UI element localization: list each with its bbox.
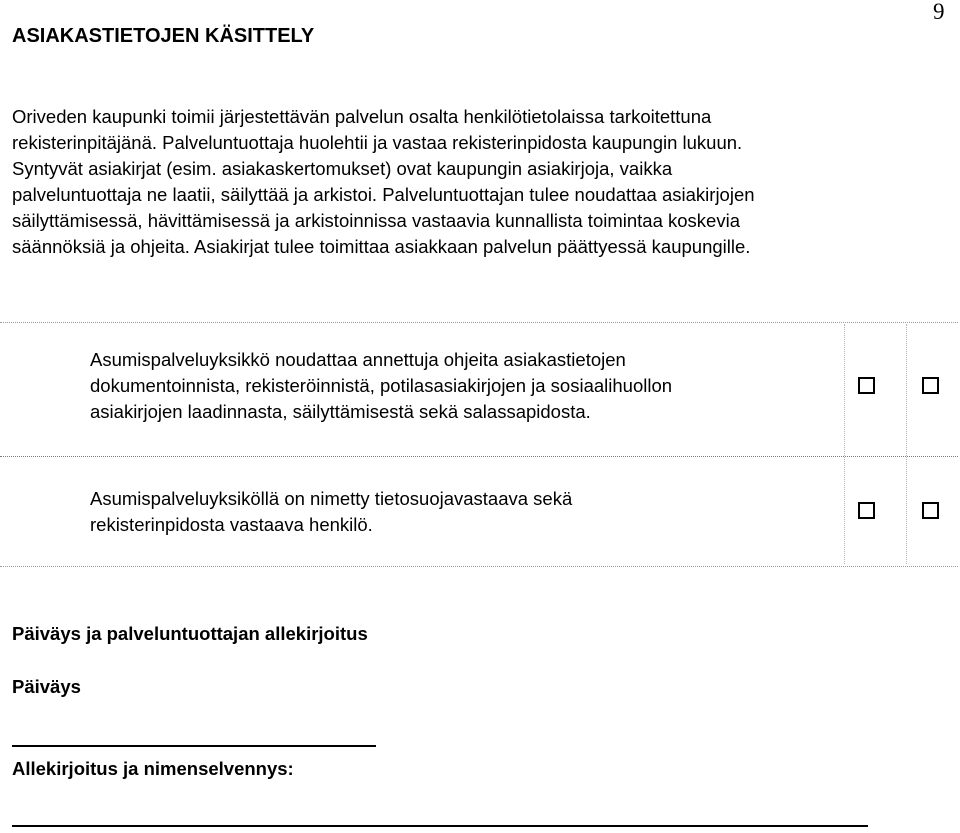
checklist-item-line: Asumispalveluyksikkö noudattaa annettuja ohjeita asiakastietojen — [90, 349, 626, 370]
yes-checkbox[interactable] — [858, 377, 875, 394]
table-row-divider — [0, 456, 958, 457]
intro-line: säännöksiä ja ohjeita. Asiakirjat tulee toimittaa asiakkaan palvelun päättyessä kaupungille. — [12, 236, 751, 257]
date-line[interactable] — [12, 745, 376, 747]
no-checkbox[interactable] — [922, 377, 939, 394]
no-checkbox[interactable] — [922, 502, 939, 519]
checklist-item-text — [90, 347, 672, 425]
intro-line: Oriveden kaupunki toimii järjestettävän palvelun osalta henkilötietolaissa tarkoitettuna — [12, 106, 712, 127]
checklist-item-line: dokumentoinnista, rekisteröinnistä, potilasasiakirjojen ja sosiaalihuollon — [90, 375, 673, 396]
date-label: Päiväys — [12, 676, 81, 697]
yes-checkbox[interactable] — [858, 502, 875, 519]
page-title: ASIAKASTIETOJEN KÄSITTELY — [12, 25, 315, 47]
table-column-divider — [906, 324, 907, 564]
page-number: 9 — [933, 0, 945, 24]
checklist-item-line: rekisterinpidosta vastaava henkilö. — [90, 514, 373, 535]
signature-label: Allekirjoitus ja nimenselvennys: — [12, 758, 294, 779]
table-border-bottom — [0, 566, 958, 567]
signature-section-title: Päiväys ja palveluntuottajan allekirjoitus — [12, 623, 368, 644]
intro-line: Syntyvät asiakirjat (esim. asiakaskertomukset) ovat kaupungin asiakirjoja, vaikka — [12, 158, 673, 179]
checklist-item-line: asiakirjojen laadinnasta, säilyttämisestä sekä salassapidosta. — [90, 401, 591, 422]
intro-line: rekisterinpitäjänä. Palveluntuottaja huolehtii ja vastaa rekisterinpidosta kaupungin lukuun. — [12, 132, 743, 153]
intro-line: säilyttämisessä, hävittämisessä ja arkistoinnissa vastaavia kunnallista toimintaa koskevia — [12, 210, 740, 231]
checklist-item-line: Asumispalveluyksiköllä on nimetty tietosuojavastaava sekä — [90, 488, 573, 509]
table-column-divider — [844, 324, 845, 564]
signature-line[interactable] — [12, 825, 868, 827]
table-border-top — [0, 322, 958, 323]
intro-paragraph — [12, 104, 755, 260]
checklist-item-text — [90, 486, 572, 538]
intro-line: palveluntuottaja ne laatii, säilyttää ja arkistoi. Palveluntuottajan tulee noudattaa asiakirjojen — [12, 184, 755, 205]
